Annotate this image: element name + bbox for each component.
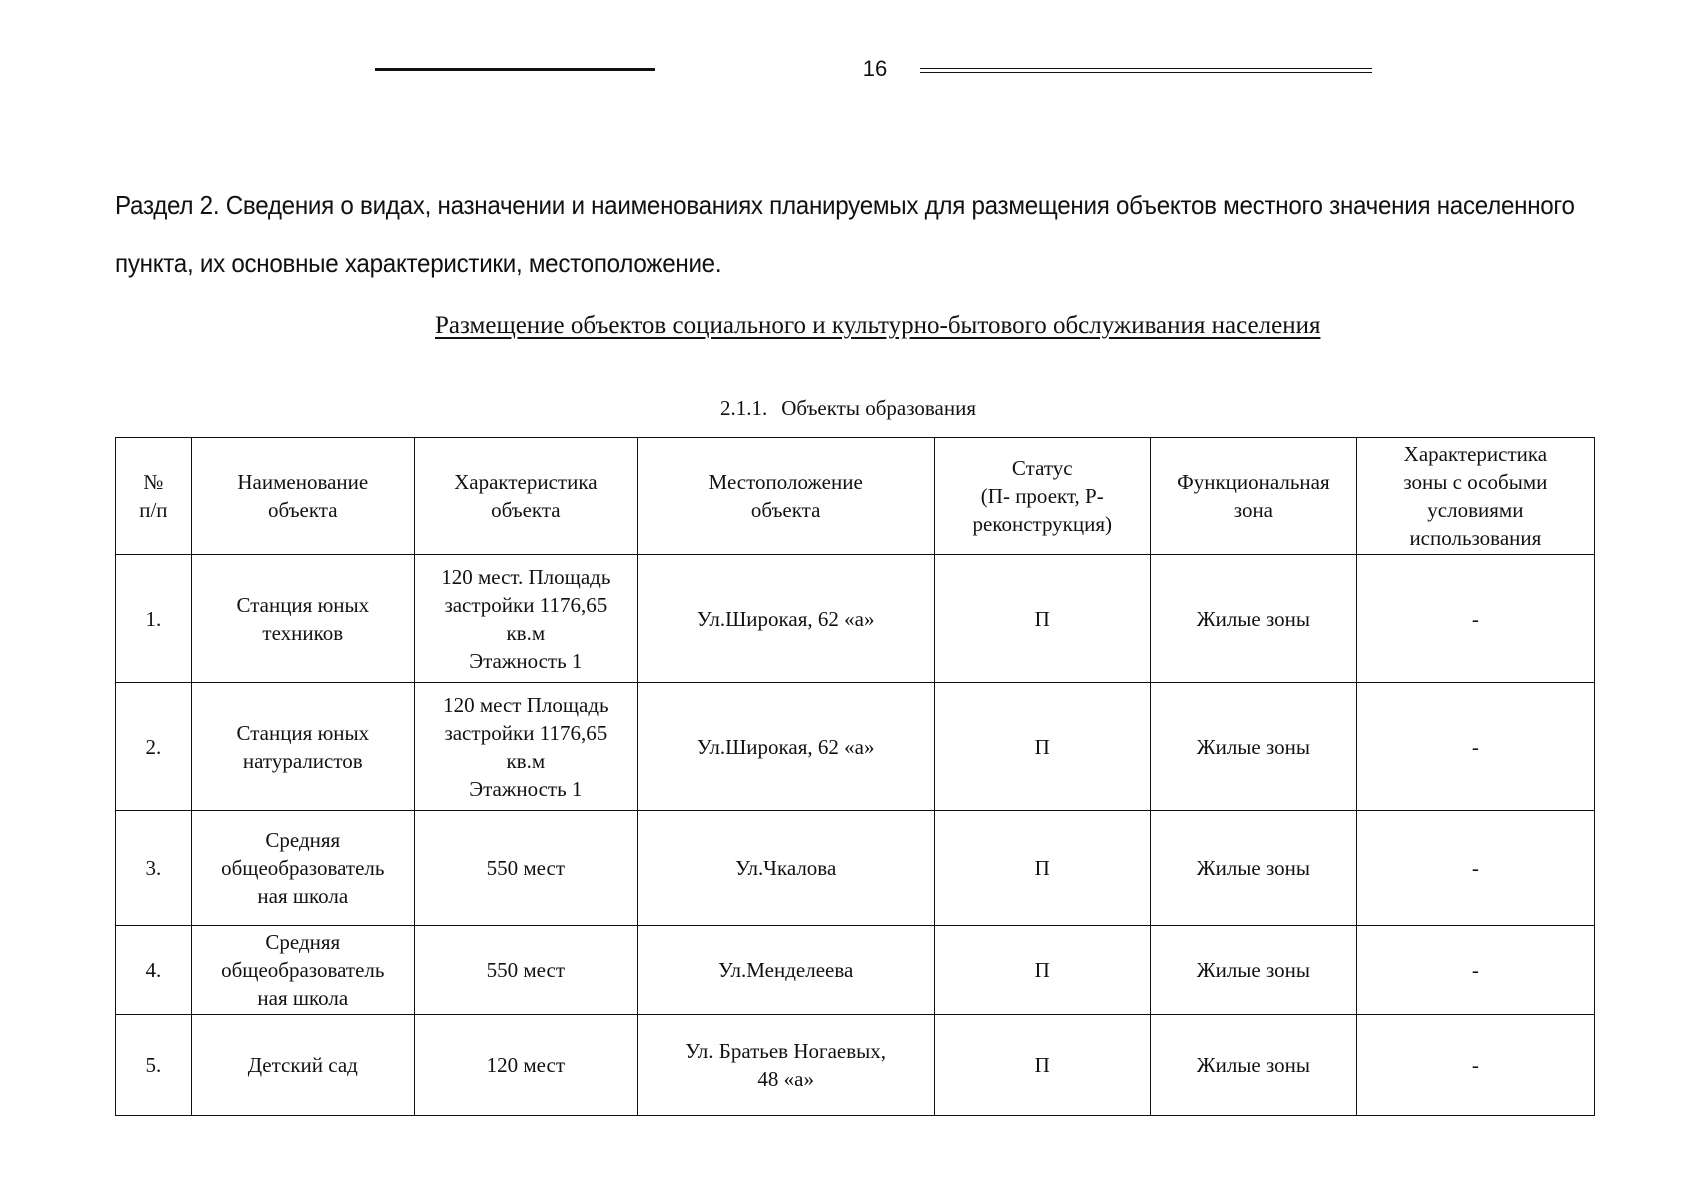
table-caption (720, 396, 976, 421)
subheading: Размещение объектов социального и культурно-бытового обслуживания населения (435, 312, 1321, 339)
cell-functional-zone: Жилые зоны (1151, 811, 1357, 926)
cell-status: П (934, 555, 1151, 683)
cell-location: Ул.Чкалова (637, 811, 934, 926)
cell-status: П (934, 683, 1151, 811)
header-number: № п/п (116, 438, 192, 555)
section-heading: Раздел 2. Сведения о видах, назначении и наименованиях планируемых для размещения объектов местного значения населенного пункта, их основные характеристики, местоположение. (115, 190, 1575, 278)
table-row (116, 1015, 1595, 1116)
cell-number: 4. (116, 926, 192, 1015)
table-caption-title: Объекты образования (781, 396, 976, 420)
cell-name: Станция юных натуралистов (191, 683, 414, 811)
cell-name: Средняя общеобразователь ная школа (191, 926, 414, 1015)
cell-functional-zone: Жилые зоны (1151, 555, 1357, 683)
header-characteristic: Характеристика объекта (414, 438, 637, 555)
cell-characteristic: 550 мест (414, 811, 637, 926)
cell-characteristic: 120 мест (414, 1015, 637, 1116)
table-row (116, 683, 1595, 811)
cell-special-zone: - (1356, 1015, 1594, 1116)
cell-special-zone: - (1356, 683, 1594, 811)
header-location: Местоположение объекта (637, 438, 934, 555)
cell-characteristic: 120 мест Площадь застройки 1176,65 кв.м Этажность 1 (414, 683, 637, 811)
cell-status: П (934, 1015, 1151, 1116)
cell-number: 5. (116, 1015, 192, 1116)
cell-special-zone: - (1356, 555, 1594, 683)
cell-special-zone: - (1356, 926, 1594, 1015)
header-rule-right (920, 68, 1372, 73)
cell-name: Станция юных техников (191, 555, 414, 683)
table-caption-number: 2.1.1. (720, 396, 768, 420)
table-row (116, 811, 1595, 926)
table-header-row (116, 438, 1595, 555)
cell-characteristic: 550 мест (414, 926, 637, 1015)
header-name: Наименование объекта (191, 438, 414, 555)
cell-functional-zone: Жилые зоны (1151, 683, 1357, 811)
cell-status: П (934, 811, 1151, 926)
header-status: Статус (П- проект, Р- реконструкция) (934, 438, 1151, 555)
table-row (116, 555, 1595, 683)
header-special-zone: Характеристика зоны с особыми условиями использования (1356, 438, 1594, 555)
cell-functional-zone: Жилые зоны (1151, 926, 1357, 1015)
cell-number: 2. (116, 683, 192, 811)
cell-number: 3. (116, 811, 192, 926)
cell-name: Средняя общеобразователь ная школа (191, 811, 414, 926)
objects-table (115, 437, 1595, 1116)
page-number: 16 (862, 56, 888, 81)
cell-functional-zone: Жилые зоны (1151, 1015, 1357, 1116)
header-functional-zone: Функциональная зона (1151, 438, 1357, 555)
cell-location: Ул.Широкая, 62 «а» (637, 555, 934, 683)
cell-location: Ул. Братьев Ногаевых, 48 «а» (637, 1015, 934, 1116)
header-rule-left (375, 68, 655, 71)
cell-location: Ул.Широкая, 62 «а» (637, 683, 934, 811)
table-row (116, 926, 1595, 1015)
cell-name: Детский сад (191, 1015, 414, 1116)
cell-characteristic: 120 мест. Площадь застройки 1176,65 кв.м Этажность 1 (414, 555, 637, 683)
cell-number: 1. (116, 555, 192, 683)
cell-status: П (934, 926, 1151, 1015)
cell-special-zone: - (1356, 811, 1594, 926)
cell-location: Ул.Менделеева (637, 926, 934, 1015)
